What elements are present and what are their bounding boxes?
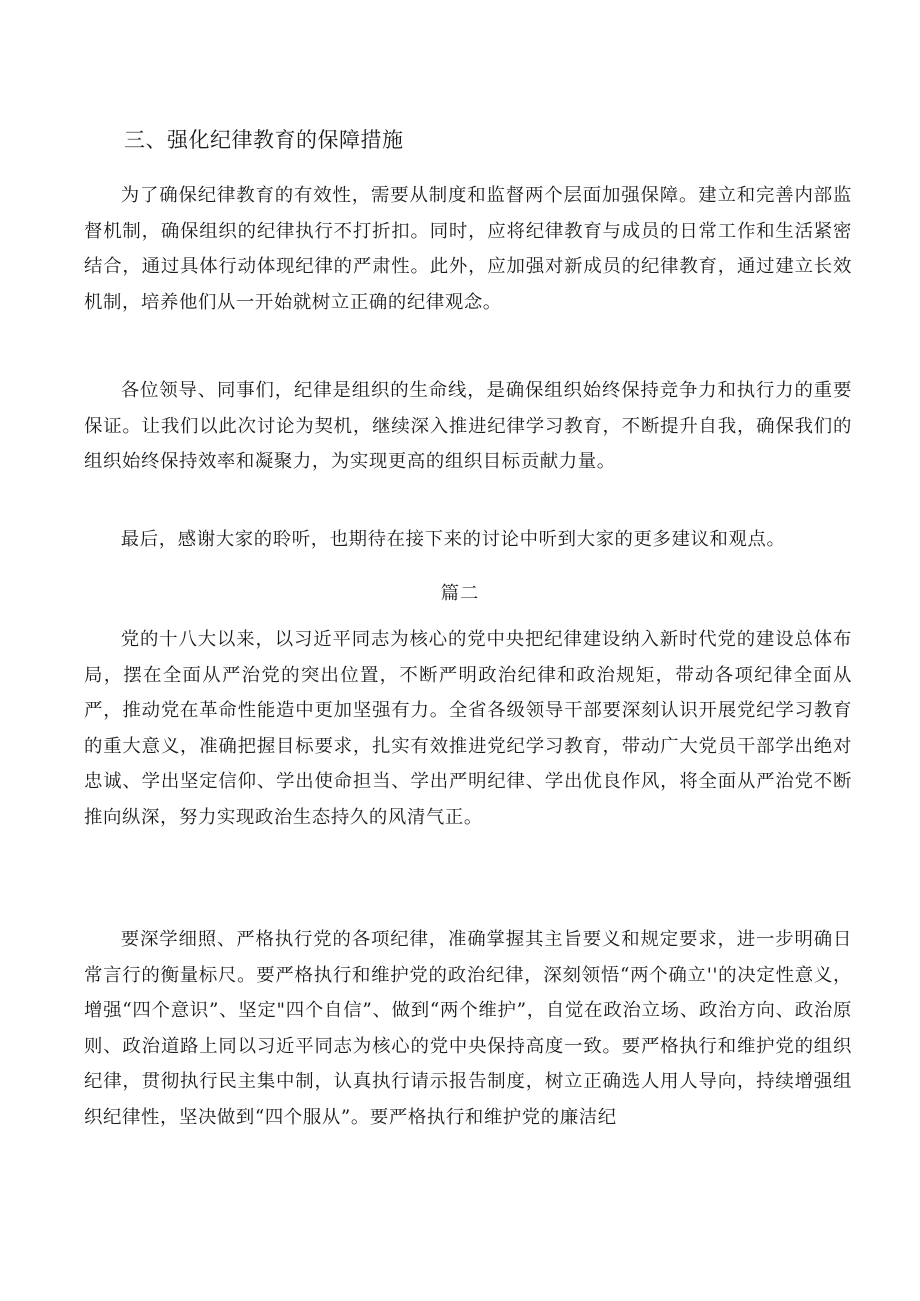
paragraph-conclusion: 各位领导、同事们，纪律是组织的生命线，是确保组织始终保持竞争力和执行力的重要保证。让我们以此次讨论为契机，继续深入推进纪律学习教育，不断提升自我，确保我们的组织始终保持效率和凝聚力，为实现更高的组织目标贡献力量。 (84, 380, 852, 473)
paragraph-supervision: 为了确保纪律教育的有效性，需要从制度和监督两个层面加强保障。建立和完善内部监督机制，确保组织的纪律执行不打折扣。同时，应将纪律教育与成员的日常工作和生活紧密结合，通过具体行动体现纪律的严肃性。此外，应加强对新成员的纪律教育，通过建立长效机制，培养他们从一开始就树立正确的纪律观念。 (84, 185, 852, 313)
paragraph-strict-execution: 要深学细照、严格执行党的各项纪律，准确掌握其主旨要义和规定要求，进一步明确日常言行的衡量标尺。要严格执行和维护党的政治纪律，深刻领悟“两个确立''的决定性意义，增强“四个意识”、坚定"四个自信”、做到“两个维护”，自觉在政治立场、政治方向、政治原则、政治道路上同以习近平同志为核心的党中央保持高度一致。要严格执行和维护党的组织纪律，贯彻执行民主集中制，认真执行请示报告制度，树立正确选人用人导向，持续增强组织纪律性，坚决做到“四个服从”。要严格执行和维护党的廉洁纪 (84, 929, 852, 1128)
section-heading: 三、强化纪律教育的保障措施 (124, 128, 404, 152)
paragraph-party-discipline: 党的十八大以来，以习近平同志为核心的党中央把纪律建设纳入新时代党的建设总体布局，摆在全面从严治党的突出位置，不断严明政治纪律和政治规矩，带动各项纪律全面从严，推动党在革命性能造中更加坚强有力。全省各级领导干部要深刻认识开展党纪学习教育的重大意义，准确把握目标要求，扎实有效推进党纪学习教育，带动广大党员干部学出绝对忠诚、学出坚定信仰、学出使命担当、学出严明纪律、学出优良作风，将全面从严治党不断推向纵深，努力实现政治生态持久的风清气正。 (84, 629, 852, 828)
paragraph-thanks: 最后，感谢大家的聆听，也期待在接下来的讨论中听到大家的更多建议和观点。 (120, 529, 786, 550)
part-two-title: 篇二 (440, 583, 480, 604)
